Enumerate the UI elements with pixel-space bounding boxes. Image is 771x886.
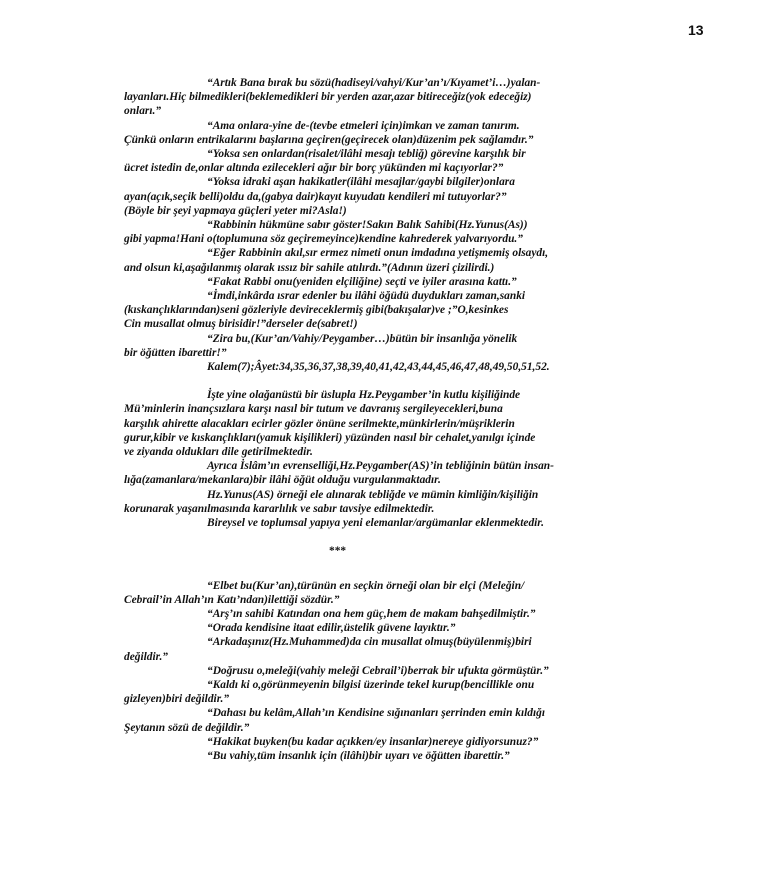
document-body xyxy=(124,76,644,763)
paragraph-gap xyxy=(124,559,644,579)
text-line: değildir.” xyxy=(124,650,168,663)
text-line: ayan(açık,seçik belli)oldu da,(gabya dair)kayıt kuyudatı kendileri mi tutuyorlar?” xyxy=(124,190,507,203)
text-line: (Böyle bir şeyi yapmaya güçleri yeter mi?Asla!) xyxy=(124,204,347,217)
text-line: ücret istedin de,onlar altında ezilecekleri ağır bir borç yükünden mi kaçıyorlar?” xyxy=(124,162,504,175)
text-line: Cin musallat olmuş birisidir!”derseler de(sabret!) xyxy=(124,318,358,331)
text-line: “Arkadaşınız(Hz.Muhammed)da cin musallat olmuş(büyülenmiş)biri xyxy=(207,636,532,649)
verse-translation-section-2 xyxy=(124,579,644,764)
text-line: Hz.Yunus(AS) örneği ele alınarak tebliğde ve mümin kimliğin/kişiliğin xyxy=(207,488,539,501)
text-line: “Ama onlara-yine de-(tevbe etmeleri için)imkan ve zaman tanırım. xyxy=(207,119,520,132)
text-line: Şeytanın sözü de değildir.” xyxy=(124,721,250,734)
text-line: ve ziyanda oldukları dile getirilmektedir. xyxy=(124,446,313,459)
text-line: Çünkü onların entrikalarını başlarına geçiren(geçirecek olan)düzenim pek sağlamdır.” xyxy=(124,133,534,146)
page-number: 13 xyxy=(688,22,704,38)
text-line: “Elbet bu(Kur’an),türünün en seçkin örneği olan bir elçi (Meleğin/ xyxy=(207,579,525,592)
text-line: bir öğütten ibarettir!” xyxy=(124,346,227,359)
paragraph-gap xyxy=(124,374,644,388)
verse-translation-section xyxy=(124,76,644,374)
text-line: karşılık ahirette alacakları ecirler gözler önüne serilmekte,münkirlerin/müşriklerin xyxy=(124,417,515,430)
text-line: korunarak yaşanılmasında kararlılık ve sabır tavsiye edilmektedir. xyxy=(124,502,435,515)
text-line: layanları.Hiç bilmedikleri(beklemedikleri bir yerden azar,azar bitireceğiz(yok edeceğiz) xyxy=(124,91,532,104)
text-line: “Zira bu,(Kur’an/Vahiy/Peygamber…)bütün bir insanlığa yönelik xyxy=(207,332,518,345)
text-line: “Rabbinin hükmüne sabır göster!Sakın Balık Sahibi(Hz.Yunus(As)) xyxy=(207,219,528,232)
commentary-section xyxy=(124,388,644,530)
section-separator: *** xyxy=(329,545,347,558)
text-line: “Eğer Rabbinin akıl,sır ermez nimeti onun imdadına yetişmemiş olsaydı, xyxy=(207,247,549,260)
text-line: “Bu vahiy,tüm insanlık için (ilâhi)bir uyarı ve öğütten ibarettir.” xyxy=(207,749,510,762)
text-line: (kıskançlıklarından)seni gözleriyle devireceklermiş gibi(bakışalar)ve ;”O,kesinkes xyxy=(124,304,509,317)
text-line: “Yoksa sen onlardan(risalet/ilâhi mesajı tebliğ) görevine karşılık bir xyxy=(207,148,526,161)
text-line: “Fakat Rabbi onu(yeniden elçiliğine) seçti ve iyiler arasına kattı.” xyxy=(207,275,517,288)
text-line: “Kaldı ki o,görünmeyenin bilgisi üzerinde tekel kurup(bencillikle onu xyxy=(207,678,535,691)
text-line: “Yoksa idraki aşan hakikatler(ilâhi mesajlar/gaybi bilgiler)onlara xyxy=(207,176,515,189)
text-line: “Hakikat buyken(bu kadar açıkken/ey insanlar)nereye gidiyorsunuz?” xyxy=(207,735,539,748)
paragraph-gap xyxy=(124,530,644,544)
text-line: lığa(zamanlara/mekanlara)bir ilâhi öğüt olduğu vurgulanmaktadır. xyxy=(124,474,441,487)
text-line: Cebrail’in Allah’ın Katı’ndan)ilettiği sözdür.” xyxy=(124,593,340,606)
text-line: İşte yine olağanüstü bir üslupla Hz.Peygamber’in kutlu kişiliğinde xyxy=(207,389,521,402)
text-line: “İmdi,inkârda ısrar edenler bu ilâhi öğüdü duydukları zaman,sanki xyxy=(207,290,526,303)
text-line: gibi yapma!Hani o(toplumuna söz geçiremeyince)kendine kahrederek yalvarıyordu.” xyxy=(124,233,523,246)
text-line: Bireysel ve toplumsal yapıya yeni elemanlar/argümanlar eklenmektedir. xyxy=(207,517,544,530)
text-line: “Dahası bu kelâm,Allah’ın Kendisine sığınanları şerrinden emin kıldığı xyxy=(207,707,545,720)
text-line: “Orada kendisine itaat edilir,üstelik güvene layıktır.” xyxy=(207,622,456,635)
text-line: “Arş’ın sahibi Katından ona hem güç,hem de makam bahşedilmiştir.” xyxy=(207,607,536,620)
text-line: onları.” xyxy=(124,105,162,118)
text-line: gizleyen)biri değildir.” xyxy=(124,693,230,706)
text-line: and olsun ki,aşağılanmış olarak ıssız bir sahile atılırdı.”(Adının üzeri çizilirdi.) xyxy=(124,261,495,274)
text-line: Mü’minlerin inançsızlara karşı nasıl bir tutum ve davranış sergileyecekleri,buna xyxy=(124,403,503,416)
text-line: “Doğrusu o,meleği(vahiy meleği Cebrail’i)berrak bir ufukta görmüştür.” xyxy=(207,664,549,677)
text-line: “Artık Bana bırak bu sözü(hadiseyi/vahyi/Kur’an’ı/Kıyamet’i…)yalan- xyxy=(207,77,541,89)
text-line: gurur,kibir ve kıskançlıkları(yamuk kişilikleri) yüzünden nasıl bir cehalet,yanılgı içinde xyxy=(124,431,536,444)
text-line: Kalem(7);Âyet:34,35,36,37,38,39,40,41,42,43,44,45,46,47,48,49,50,51,52. xyxy=(207,361,550,374)
text-line: Ayrıca İslâm’ın evrenselliği,Hz.Peygamber(AS)’in tebliğinin bütün insan- xyxy=(207,460,554,473)
